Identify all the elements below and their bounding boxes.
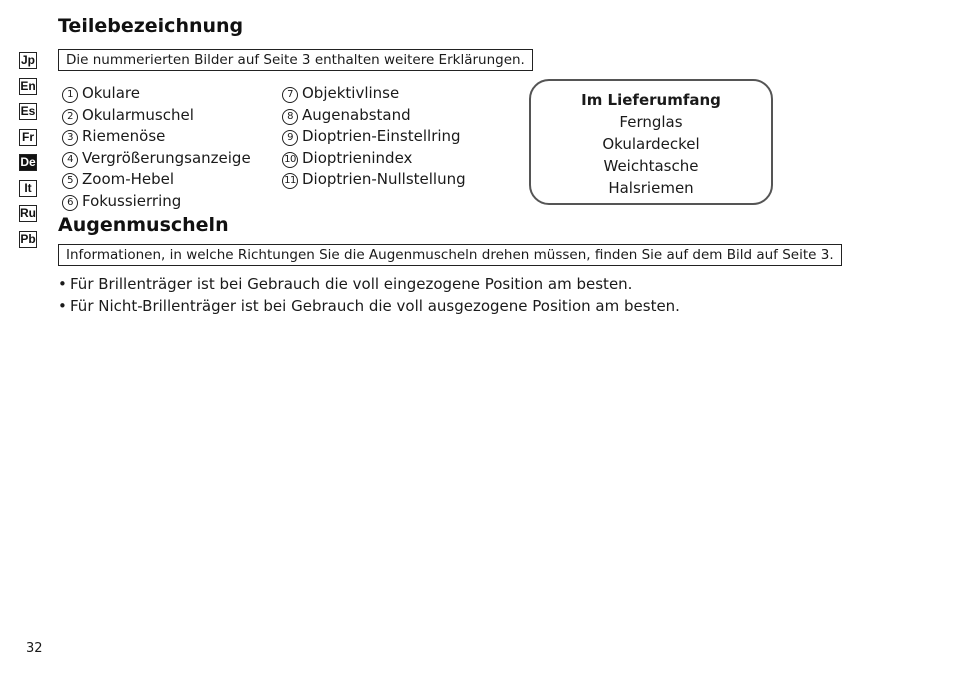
part-number: 3 <box>62 130 78 146</box>
part-label: Okularmuschel <box>82 105 194 124</box>
parts-list-right <box>282 83 466 191</box>
eyecups-bullet-list <box>58 273 680 317</box>
page-number: 32 <box>26 641 43 656</box>
part-number: 1 <box>62 87 78 103</box>
part-number: 10 <box>282 152 298 168</box>
part-label: Objektivlinse <box>302 84 400 102</box>
scope-item: Halsriemen <box>608 179 694 197</box>
part-item <box>282 148 466 170</box>
bullet-icon: • <box>58 275 67 293</box>
part-label: Dioptrien-Einstellring <box>302 127 461 146</box>
part-item <box>282 169 466 191</box>
part-number: 2 <box>62 109 78 125</box>
parts-note-box: Die nummerierten Bilder auf Seite 3 enthalten weitere Erklärungen. <box>58 49 533 71</box>
lang-tab-it: It <box>19 180 37 197</box>
scope-item: Okulardeckel <box>602 135 700 153</box>
lang-tab-pb: Pb <box>20 231 36 246</box>
lang-tab-ru: Ru <box>20 206 36 220</box>
bullet-text: Für Brillenträger ist bei Gebrauch die voll eingezogene Position am besten. <box>70 275 633 293</box>
part-number: 7 <box>282 87 298 103</box>
list-item <box>58 273 680 295</box>
lang-tab-en: En <box>20 78 36 93</box>
part-label: Okulare <box>82 84 140 102</box>
lang-tab-es: Es <box>20 104 36 118</box>
part-item <box>282 83 466 105</box>
parts-list-left <box>62 83 251 213</box>
part-label: Riemenöse <box>82 127 166 146</box>
part-item <box>282 105 466 127</box>
part-number: 5 <box>62 173 78 189</box>
part-item <box>62 126 251 148</box>
scope-title: Im Lieferumfang <box>581 91 721 109</box>
part-item <box>62 83 251 105</box>
bullet-icon: • <box>58 297 67 315</box>
part-label: Fokussierring <box>82 191 182 210</box>
bullet-text: Für Nicht-Brillenträger ist bei Gebrauch die voll ausgezogene Position am besten. <box>70 297 680 315</box>
part-item <box>282 126 466 148</box>
part-item <box>62 148 251 170</box>
scope-item: Weichtasche <box>603 157 699 175</box>
part-number: 11 <box>282 173 298 189</box>
eyecups-note-box: Informationen, in welche Richtungen Sie die Augenmuscheln drehen müssen, finden Sie auf dem Bild auf Seite 3. <box>58 244 842 266</box>
part-item <box>62 105 251 127</box>
part-item <box>62 191 251 213</box>
part-label: Dioptrien-Nullstellung <box>302 170 466 189</box>
section-title-eyecups: Augenmuscheln <box>58 214 229 236</box>
section-title-parts: Teilebezeichnung <box>58 15 244 37</box>
lang-tab-fr: Fr <box>19 129 37 146</box>
part-number: 6 <box>62 195 78 211</box>
scope-item: Fernglas <box>619 113 683 131</box>
part-label: Zoom-Hebel <box>82 170 175 189</box>
part-number: 8 <box>282 109 298 125</box>
part-label: Augenabstand <box>302 105 411 124</box>
part-label: Dioptrienindex <box>302 148 413 167</box>
part-number: 9 <box>282 130 298 146</box>
lang-tab-jp: Jp <box>20 53 35 67</box>
lang-tab-de: De <box>20 155 36 169</box>
part-number: 4 <box>62 152 78 168</box>
list-item <box>58 295 680 317</box>
part-label: Vergrößerungsanzeige <box>82 148 251 167</box>
scope-of-delivery-box <box>529 79 773 205</box>
part-item <box>62 169 251 191</box>
